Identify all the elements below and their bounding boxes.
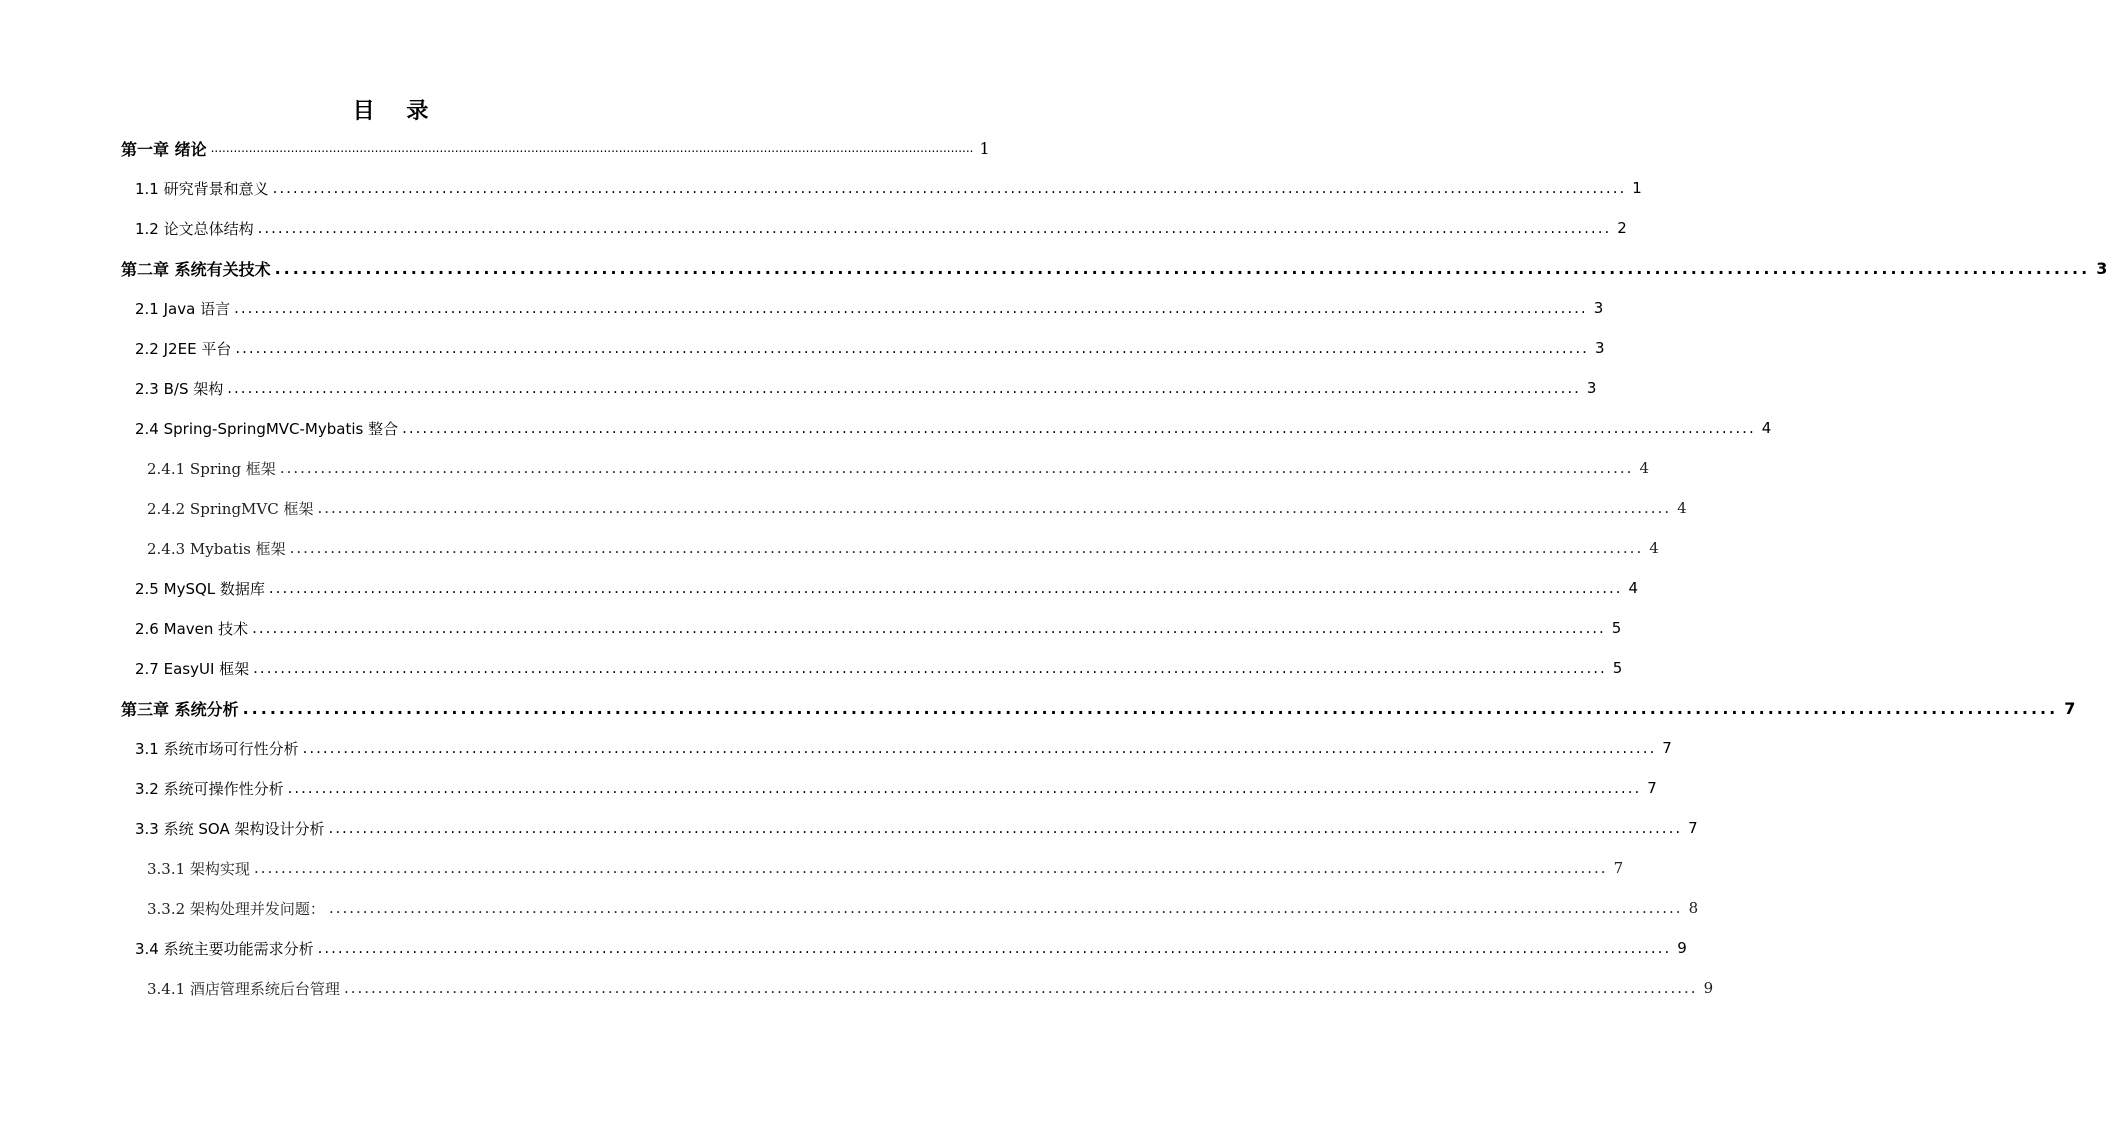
toc-entry-label: 3.4.1 酒店管理系统后台管理 <box>147 979 340 998</box>
toc-entry-label: 第二章 系统有关技术 <box>121 259 271 279</box>
toc-entry[interactable] <box>135 332 1605 364</box>
toc-leader-dots: ........................................................................................................................................................................................................ <box>343 979 1698 997</box>
toc-entry-label: 3.1 系统市场可行性分析 <box>135 739 299 758</box>
toc-leader-dots: ........................................................................................................................................................................................................ <box>210 141 974 155</box>
toc-page-number: 7 <box>1688 819 1698 837</box>
toc-page-number: 2 <box>1617 219 1627 237</box>
toc-page-number: 7 <box>1662 739 1672 757</box>
toc-entry[interactable] <box>135 572 1639 604</box>
toc-page-number: 9 <box>1677 939 1687 957</box>
toc-page-number: 3 <box>1594 339 1605 357</box>
toc-page-number: 5 <box>1612 659 1623 677</box>
toc-page-number: 7 <box>1647 779 1657 797</box>
toc-page-number: 4 <box>1649 539 1659 557</box>
toc-entry[interactable] <box>147 892 1699 924</box>
toc-page-number: 3 <box>2096 258 2107 278</box>
toc-page-number: 4 <box>1639 459 1649 477</box>
toc-entry-label: 3.3.2 架构处理并发问题： <box>147 899 325 918</box>
toc-entry[interactable] <box>135 732 1672 764</box>
toc-entry[interactable] <box>147 972 1714 1004</box>
toc-leader-dots: ........................................................................................................................................................................................................ <box>317 499 1672 517</box>
toc-entry-label: 第三章 系统分析 <box>121 699 239 719</box>
toc-entry-label: 第一章 绪论 <box>121 139 207 159</box>
toc-entry-label: 2.2 J2EE 平台 <box>135 339 232 358</box>
toc-entry-label: 1.1 研究背景和意义 <box>135 179 269 198</box>
toc-entry[interactable] <box>147 452 1649 484</box>
toc-entry-label: 2.1 Java 语言 <box>135 299 231 318</box>
toc-entry-label: 2.4.1 Spring 框架 <box>147 459 276 478</box>
toc-entry[interactable] <box>147 492 1687 524</box>
toc-entry[interactable] <box>135 612 1622 644</box>
toc-page-number: 8 <box>1688 899 1699 917</box>
toc-leader-dots: ........................................................................................................................................................................................................ <box>227 379 1581 397</box>
toc-entry[interactable] <box>135 172 1642 204</box>
toc-leader-dots: ........................................................................................................................................................................................................ <box>328 819 1683 837</box>
toc-entry[interactable] <box>147 532 1659 564</box>
toc-leader-dots: ........................................................................................................................................................................................................ <box>287 779 1642 797</box>
toc-leader-dots: ........................................................................................................................................................................................................ <box>242 698 2059 718</box>
toc-leader-dots: ........................................................................................................................................................................................................ <box>272 179 1627 197</box>
toc-page-number: 7 <box>2064 698 2076 718</box>
toc-page-number: 1 <box>1632 179 1642 197</box>
toc-leader-dots: ........................................................................................................................................................................................................ <box>402 419 1756 437</box>
toc-entry[interactable] <box>121 692 2076 724</box>
toc-leader-dots: ........................................................................................................................................................................................................ <box>274 258 2091 278</box>
toc-entry-label: 3.4 系统主要功能需求分析 <box>135 939 314 958</box>
toc-entry[interactable] <box>135 652 1623 684</box>
toc-entry-label: 2.4 Spring-SpringMVC-Mybatis 整合 <box>135 419 399 438</box>
toc-page-number: 9 <box>1703 979 1714 997</box>
toc-entry[interactable] <box>135 772 1657 804</box>
toc-entry[interactable] <box>135 292 1604 324</box>
toc-entry[interactable] <box>135 212 1627 244</box>
toc-leader-dots: ........................................................................................................................................................................................................ <box>328 899 1683 917</box>
toc-leader-dots: ........................................................................................................................................................................................................ <box>257 219 1612 237</box>
toc-entry[interactable] <box>135 812 1698 844</box>
toc-leader-dots: ........................................................................................................................................................................................................ <box>252 619 1606 637</box>
toc-entry-label: 2.6 Maven 技术 <box>135 619 249 638</box>
toc-leader-dots: ........................................................................................................................................................................................................ <box>253 659 1607 677</box>
toc-entry-label: 2.4.2 SpringMVC 框架 <box>147 499 314 518</box>
toc-entry-label: 2.3 B/S 架构 <box>135 379 224 398</box>
toc-entry-label: 2.4.3 Mybatis 框架 <box>147 539 286 558</box>
toc-page-number: 4 <box>1761 419 1772 437</box>
toc-leader-dots: ........................................................................................................................................................................................................ <box>234 299 1588 317</box>
toc-leader-dots: ........................................................................................................................................................................................................ <box>289 539 1644 557</box>
toc-entry[interactable] <box>135 932 1687 964</box>
toc-entry-label: 2.7 EasyUI 框架 <box>135 659 250 678</box>
toc-leader-dots: ........................................................................................................................................................................................................ <box>268 579 1623 597</box>
toc-leader-dots: ........................................................................................................................................................................................................ <box>235 339 1589 357</box>
toc-entry-label: 3.3.1 架构实现 <box>147 859 250 878</box>
toc-entry-label: 2.5 MySQL 数据库 <box>135 579 265 598</box>
toc-entry[interactable] <box>135 372 1597 404</box>
toc-leader-dots: ........................................................................................................................................................................................................ <box>302 739 1657 757</box>
toc-entry[interactable] <box>147 852 1624 884</box>
toc-leader-dots: ........................................................................................................................................................................................................ <box>279 459 1634 477</box>
toc-page-number: 3 <box>1593 299 1604 317</box>
toc-entry[interactable] <box>135 412 1772 444</box>
toc-entry-label: 1.2 论文总体结构 <box>135 219 254 238</box>
toc-entry[interactable] <box>121 252 2107 284</box>
toc-leader-dots: ........................................................................................................................................................................................................ <box>317 939 1672 957</box>
toc-page-number: 3 <box>1586 379 1597 397</box>
toc-page-number: 1 <box>979 138 990 158</box>
toc-leader-dots: ........................................................................................................................................................................................................ <box>253 859 1608 877</box>
toc-page-number: 7 <box>1613 859 1624 877</box>
toc-entry[interactable] <box>121 132 990 164</box>
toc-page-number: 4 <box>1628 579 1639 597</box>
toc-page-number: 5 <box>1611 619 1622 637</box>
toc-page-number: 4 <box>1677 499 1687 517</box>
toc-entry-label: 3.3 系统 SOA 架构设计分析 <box>135 819 325 838</box>
toc-entry-label: 3.2 系统可操作性分析 <box>135 779 284 798</box>
toc-title: 目 录 <box>352 99 441 124</box>
